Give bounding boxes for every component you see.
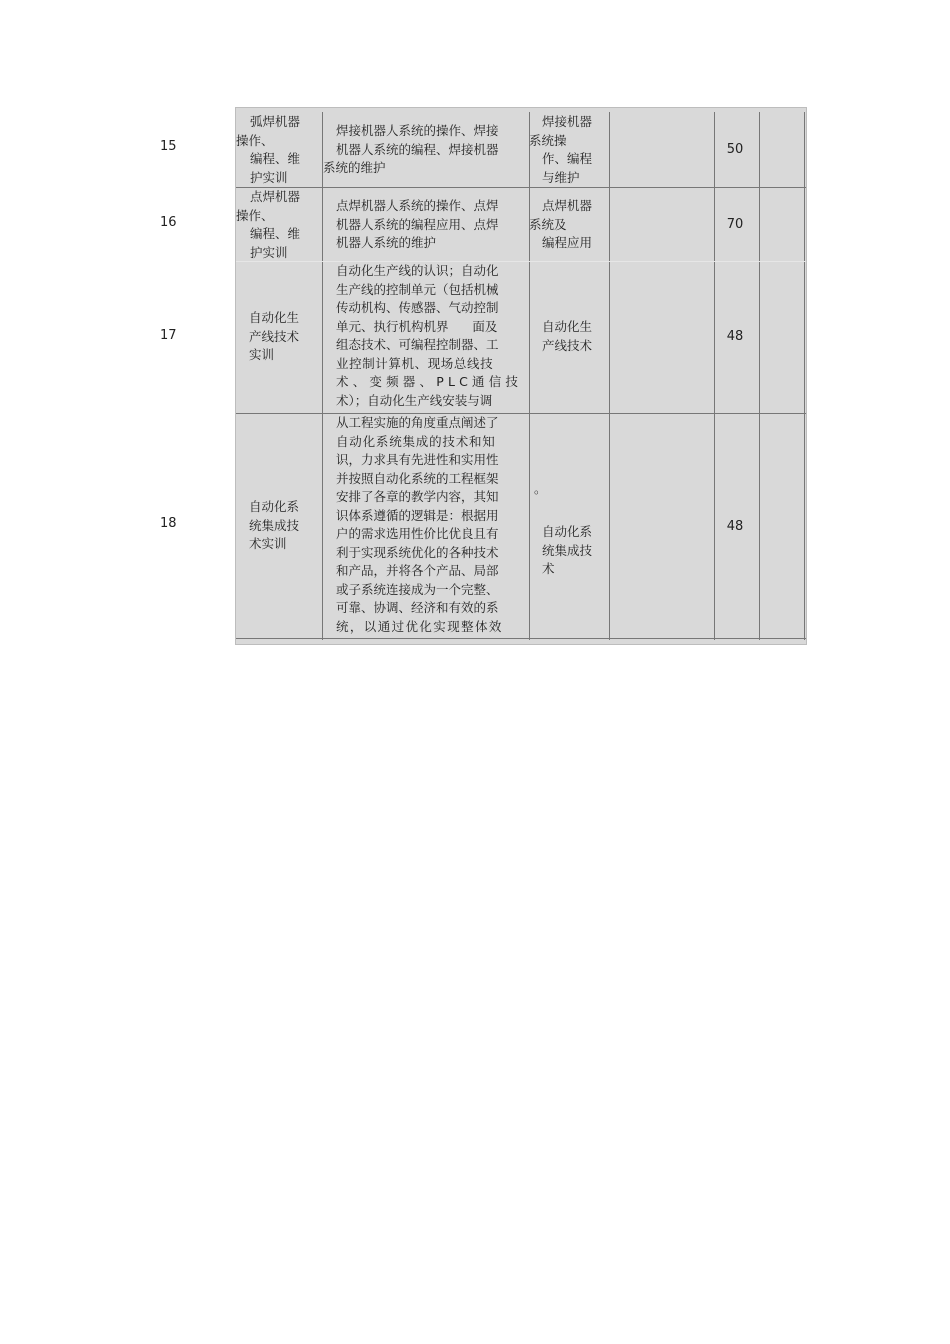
- text-line: 操作、: [236, 207, 274, 223]
- text-line: 点焊机器人系统的操作、点焊: [336, 198, 499, 213]
- text-line: 机器人系统的编程、焊接机器: [336, 141, 499, 157]
- description-cell: [323, 122, 513, 178]
- text-line: 户的需求选用性价比优良且有: [336, 526, 499, 541]
- column-divider: [322, 112, 323, 640]
- text-line: 护实训: [250, 169, 288, 185]
- text-line: 系统的维护: [323, 160, 386, 175]
- text-line: 业控制计算机、现场总线技: [336, 355, 494, 371]
- text-line: 弧焊机器: [250, 114, 301, 129]
- text-line: 术实训: [249, 536, 287, 551]
- related-course-cell: [542, 523, 612, 579]
- row-number: 15: [160, 139, 177, 154]
- text-line: 自动化系: [249, 499, 300, 514]
- text-line: 术）；自动化生产线安装与调: [336, 392, 493, 408]
- text-line: 可靠、协调、经济和有效的系: [336, 600, 499, 615]
- text-line: 生产线的控制单元（包括机械: [336, 281, 499, 297]
- text-line: 或子系统连接成为一个完整、: [336, 581, 499, 597]
- text-line: 产线技术: [249, 328, 300, 344]
- course-name-cell: [236, 188, 306, 262]
- text-line: 编程、维: [250, 226, 301, 241]
- text-line: 术、变频器、PLC通信技: [336, 374, 523, 389]
- row-divider: [236, 187, 806, 188]
- text-line: 传动机构、传感器、气动控制: [336, 300, 499, 315]
- text-line: 组态技术、可编程控制器、工: [336, 337, 499, 352]
- text-line: 焊接机器: [542, 114, 593, 129]
- text-line: 利于实现系统优化的各种技术: [336, 544, 499, 560]
- text-line: 并按照自动化系统的工程框架: [336, 470, 499, 486]
- text-line: 单元、执行机构机界 面及: [336, 318, 498, 334]
- course-name-cell: [236, 113, 306, 187]
- related-course-cell: [529, 197, 599, 253]
- text-line: 编程应用: [542, 235, 593, 250]
- hours-cell: 50: [726, 142, 744, 157]
- text-line: 机器人系统的编程应用、点焊: [336, 216, 499, 232]
- text-line: 系统及: [529, 216, 567, 232]
- course-table: [235, 107, 807, 645]
- text-line: 自动化生产线的认识；自动化: [336, 263, 499, 278]
- text-line: 编程、维: [250, 151, 301, 166]
- text-line: 自动化系统集成的技术和知: [336, 433, 496, 449]
- text-line: 识，力求具有先进性和实用性: [336, 452, 499, 467]
- text-line: 识体系遵循的逻辑是：根据用: [336, 507, 499, 523]
- text-line: 和产品，并将各个产品、局部: [336, 563, 499, 578]
- text-line: 从工程实施的角度重点阐述了: [336, 415, 499, 430]
- row-divider: [236, 638, 806, 639]
- column-divider: [714, 112, 715, 640]
- text-line: 系统操: [529, 132, 567, 148]
- related-course-cell: [529, 113, 599, 187]
- text-line: 点焊机器: [250, 189, 301, 204]
- description-cell: [336, 414, 523, 636]
- column-divider: [804, 112, 805, 640]
- row-number: 17: [160, 328, 177, 343]
- text-line: 自动化生: [249, 310, 300, 325]
- text-line: 安排了各章的教学内容，其知: [336, 489, 499, 504]
- text-line: 焊接机器人系统的操作、焊接: [336, 123, 499, 138]
- text-line: 自动化系: [542, 524, 593, 539]
- text-line: 机器人系统的维护: [336, 235, 437, 250]
- text-line: 实训: [249, 347, 275, 362]
- text-line: 点焊机器: [542, 198, 593, 213]
- hours-cell: 48: [726, 329, 744, 344]
- row-number: 18: [160, 516, 177, 531]
- description-cell: [323, 197, 513, 253]
- text-line: 操作、: [236, 132, 274, 148]
- text-line: 统集成技: [542, 542, 593, 558]
- text-line: 自动化生: [542, 319, 593, 334]
- text-line: 产线技术: [542, 337, 593, 353]
- text-line: 与维护: [542, 169, 580, 185]
- row-number: 16: [160, 215, 177, 230]
- punctuation-mark: 。: [534, 481, 547, 496]
- text-line: 统集成技: [249, 517, 300, 533]
- hours-cell: 70: [726, 217, 744, 232]
- column-divider: [529, 112, 530, 640]
- text-line: 术: [542, 561, 555, 576]
- description-cell: [336, 262, 523, 410]
- text-line: 统，以通过优化实现整体效: [336, 618, 503, 634]
- hours-cell: 48: [726, 519, 744, 534]
- course-name-cell: [249, 498, 319, 554]
- text-line: 作、编程: [542, 151, 593, 166]
- column-divider: [759, 112, 760, 640]
- text-line: 护实训: [250, 244, 288, 260]
- related-course-cell: [542, 318, 612, 355]
- course-name-cell: [249, 309, 319, 365]
